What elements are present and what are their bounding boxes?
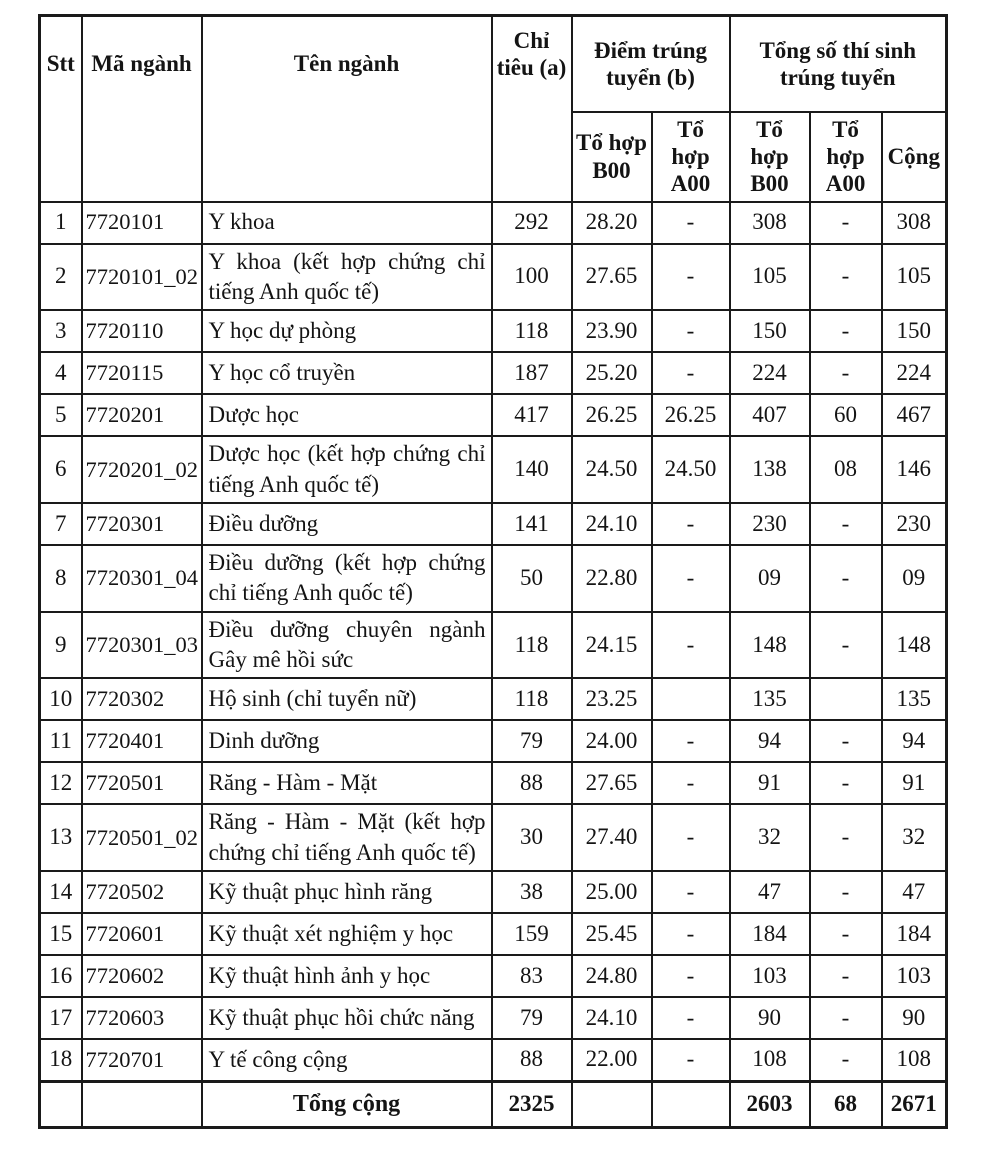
cell-score-b00: 24.15 [572,612,652,679]
cell-score-a00: - [652,244,730,311]
cell-quota: 417 [492,394,572,436]
table-row [40,394,947,436]
table-row [40,1039,947,1081]
cell-adm-b00: 230 [730,503,810,545]
cell-adm-a00: 60 [810,394,882,436]
table-row [40,202,947,244]
cell-name: Răng - Hàm - Mặt [202,762,492,804]
cell-stt: 3 [40,310,82,352]
cell-quota: 88 [492,1039,572,1081]
cell-adm-a00 [810,678,882,720]
cell-quota: 292 [492,202,572,244]
cell-total: 32 [882,804,947,871]
cell-stt: 11 [40,720,82,762]
table-row [40,352,947,394]
cell-code: 7720201_02 [82,436,202,503]
cell-stt: 14 [40,871,82,913]
cell-code: 7720101 [82,202,202,244]
cell-code: 7720401 [82,720,202,762]
cell-score-a00 [652,678,730,720]
cell-code: 7720601 [82,913,202,955]
cell-stt: 12 [40,762,82,804]
cell-quota: 50 [492,545,572,612]
cell-code: 7720602 [82,955,202,997]
cell-score-b00: 24.10 [572,997,652,1039]
footer-label: Tổng cộng [202,1081,492,1127]
cell-score-b00: 27.40 [572,804,652,871]
cell-total: 230 [882,503,947,545]
cell-stt: 10 [40,678,82,720]
table-row [40,804,947,871]
cell-name: Điều dưỡng (kết hợp chứng chỉ tiếng Anh quốc tế) [202,545,492,612]
cell-total: 108 [882,1039,947,1081]
cell-score-a00: 24.50 [652,436,730,503]
cell-adm-a00: - [810,310,882,352]
cell-stt: 9 [40,612,82,679]
footer-total: 2671 [882,1081,947,1127]
cell-score-a00: - [652,804,730,871]
cell-total: 146 [882,436,947,503]
cell-quota: 118 [492,678,572,720]
cell-adm-a00: - [810,352,882,394]
cell-code: 7720603 [82,997,202,1039]
cell-adm-b00: 91 [730,762,810,804]
cell-adm-a00: - [810,913,882,955]
cell-score-a00: - [652,762,730,804]
cell-code: 7720201 [82,394,202,436]
cell-adm-b00: 105 [730,244,810,311]
table-row [40,762,947,804]
cell-adm-a00: 08 [810,436,882,503]
cell-code: 7720501_02 [82,804,202,871]
cell-score-b00: 27.65 [572,762,652,804]
cell-score-a00: - [652,913,730,955]
cell-total: 150 [882,310,947,352]
cell-quota: 118 [492,310,572,352]
cell-quota: 79 [492,720,572,762]
cell-adm-a00: - [810,202,882,244]
cell-adm-b00: 103 [730,955,810,997]
cell-code: 7720301_04 [82,545,202,612]
cell-code: 7720501 [82,762,202,804]
cell-code: 7720502 [82,871,202,913]
cell-score-a00: - [652,503,730,545]
header-total-admitted: Tổng số thí sinh trúng tuyển [730,16,947,112]
table-row [40,997,947,1039]
cell-score-a00: - [652,997,730,1039]
cell-name: Kỹ thuật phục hình răng [202,871,492,913]
cell-stt: 15 [40,913,82,955]
cell-quota: 100 [492,244,572,311]
table-row [40,871,947,913]
cell-code: 7720701 [82,1039,202,1081]
cell-adm-b00: 138 [730,436,810,503]
subheader-score-a00: Tổ hợp A00 [652,112,730,202]
cell-name: Kỹ thuật xét nghiệm y học [202,913,492,955]
table-row [40,720,947,762]
cell-stt: 17 [40,997,82,1039]
cell-name: Y khoa [202,202,492,244]
cell-score-b00: 24.80 [572,955,652,997]
cell-adm-b00: 148 [730,612,810,679]
cell-name: Y học dự phòng [202,310,492,352]
cell-score-b00: 24.50 [572,436,652,503]
table-row [40,913,947,955]
table-row [40,678,947,720]
cell-score-b00: 23.25 [572,678,652,720]
cell-stt: 8 [40,545,82,612]
cell-stt: 13 [40,804,82,871]
header-name: Tên ngành [202,16,492,202]
cell-score-b00: 22.00 [572,1039,652,1081]
cell-quota: 83 [492,955,572,997]
cell-name: Điều dưỡng chuyên ngành Gây mê hồi sức [202,612,492,679]
cell-total: 103 [882,955,947,997]
cell-adm-b00: 135 [730,678,810,720]
cell-adm-a00: - [810,871,882,913]
cell-score-a00: - [652,545,730,612]
cell-total: 47 [882,871,947,913]
cell-score-b00: 26.25 [572,394,652,436]
cell-adm-a00: - [810,612,882,679]
cell-adm-b00: 224 [730,352,810,394]
cell-stt: 1 [40,202,82,244]
cell-name: Dược học [202,394,492,436]
cell-name: Kỹ thuật hình ảnh y học [202,955,492,997]
cell-code: 7720301_03 [82,612,202,679]
table-header [40,16,947,202]
header-code: Mã ngành [82,16,202,202]
cell-quota: 30 [492,804,572,871]
footer-score-a00 [652,1081,730,1127]
cell-score-b00: 22.80 [572,545,652,612]
cell-total: 90 [882,997,947,1039]
cell-quota: 79 [492,997,572,1039]
cell-score-a00: - [652,310,730,352]
cell-total: 09 [882,545,947,612]
cell-stt: 7 [40,503,82,545]
header-admission-score: Điểm trúng tuyển (b) [572,16,730,112]
table-row [40,436,947,503]
cell-score-a00: - [652,720,730,762]
cell-score-b00: 23.90 [572,310,652,352]
cell-total: 308 [882,202,947,244]
cell-total: 135 [882,678,947,720]
header-quota: Chỉ tiêu (a) [492,16,572,202]
cell-total: 467 [882,394,947,436]
footer-score-b00 [572,1081,652,1127]
cell-name: Răng - Hàm - Mặt (kết hợp chứng chỉ tiếng Anh quốc tế) [202,804,492,871]
cell-name: Y học cổ truyền [202,352,492,394]
table-row [40,244,947,311]
cell-adm-b00: 90 [730,997,810,1039]
cell-total: 224 [882,352,947,394]
cell-adm-b00: 308 [730,202,810,244]
table-row [40,503,947,545]
cell-adm-a00: - [810,997,882,1039]
cell-adm-a00: - [810,720,882,762]
subheader-adm-a00: Tổ hợp A00 [810,112,882,202]
cell-score-b00: 27.65 [572,244,652,311]
cell-code: 7720302 [82,678,202,720]
subheader-score-b00: Tổ hợp B00 [572,112,652,202]
cell-name: Y khoa (kết hợp chứng chỉ tiếng Anh quốc tế) [202,244,492,311]
total-row [40,1081,947,1127]
cell-adm-a00: - [810,955,882,997]
cell-adm-a00: - [810,503,882,545]
cell-score-a00: - [652,612,730,679]
table-row [40,955,947,997]
cell-quota: 140 [492,436,572,503]
cell-total: 94 [882,720,947,762]
table-row [40,612,947,679]
subheader-cong: Cộng [882,112,947,202]
cell-name: Kỹ thuật phục hồi chức năng [202,997,492,1039]
cell-stt: 4 [40,352,82,394]
cell-stt: 2 [40,244,82,311]
table-row [40,310,947,352]
cell-adm-b00: 32 [730,804,810,871]
cell-score-b00: 24.00 [572,720,652,762]
cell-adm-b00: 94 [730,720,810,762]
cell-score-a00: - [652,1039,730,1081]
cell-stt: 6 [40,436,82,503]
cell-quota: 141 [492,503,572,545]
cell-adm-b00: 407 [730,394,810,436]
cell-name: Dinh dưỡng [202,720,492,762]
cell-score-b00: 25.20 [572,352,652,394]
table-footer [40,1081,947,1127]
cell-stt: 5 [40,394,82,436]
cell-score-a00: 26.25 [652,394,730,436]
cell-stt: 16 [40,955,82,997]
cell-quota: 38 [492,871,572,913]
cell-quota: 88 [492,762,572,804]
cell-adm-a00: - [810,545,882,612]
cell-adm-b00: 108 [730,1039,810,1081]
cell-total: 148 [882,612,947,679]
cell-quota: 159 [492,913,572,955]
cell-total: 105 [882,244,947,311]
cell-score-a00: - [652,871,730,913]
cell-adm-a00: - [810,1039,882,1081]
cell-score-b00: 28.20 [572,202,652,244]
cell-adm-b00: 09 [730,545,810,612]
cell-total: 91 [882,762,947,804]
cell-code: 7720115 [82,352,202,394]
table-body [40,202,947,1082]
cell-adm-a00: - [810,244,882,311]
cell-name: Y tế công cộng [202,1039,492,1081]
cell-stt: 18 [40,1039,82,1081]
cell-score-a00: - [652,955,730,997]
cell-code: 7720301 [82,503,202,545]
cell-quota: 187 [492,352,572,394]
table-row [40,545,947,612]
cell-adm-b00: 150 [730,310,810,352]
cell-code: 7720110 [82,310,202,352]
cell-score-a00: - [652,202,730,244]
cell-score-b00: 24.10 [572,503,652,545]
cell-name: Hộ sinh (chỉ tuyển nữ) [202,678,492,720]
footer-code-cell [82,1081,202,1127]
cell-adm-b00: 184 [730,913,810,955]
footer-stt-cell [40,1081,82,1127]
cell-score-a00: - [652,352,730,394]
cell-score-b00: 25.00 [572,871,652,913]
footer-quota: 2325 [492,1081,572,1127]
cell-quota: 118 [492,612,572,679]
cell-score-b00: 25.45 [572,913,652,955]
cell-adm-a00: - [810,804,882,871]
cell-total: 184 [882,913,947,955]
header-stt: Stt [40,16,82,202]
cell-adm-a00: - [810,762,882,804]
subheader-adm-b00: Tổ hợp B00 [730,112,810,202]
admission-score-table [38,14,948,1129]
cell-adm-b00: 47 [730,871,810,913]
footer-adm-b00: 2603 [730,1081,810,1127]
cell-name: Điều dưỡng [202,503,492,545]
cell-name: Dược học (kết hợp chứng chỉ tiếng Anh quốc tế) [202,436,492,503]
footer-adm-a00: 68 [810,1081,882,1127]
cell-code: 7720101_02 [82,244,202,311]
